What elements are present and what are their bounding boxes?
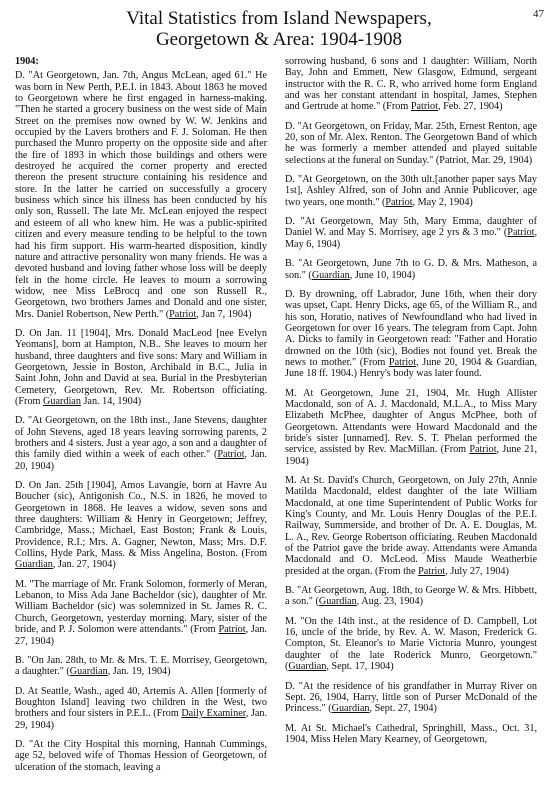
vital-record-entry: [285, 56, 537, 113]
entry-citation: , Jan 7, 1904): [196, 308, 252, 320]
entry-citation: , Jan. 20, 1904): [15, 449, 267, 472]
year-heading: 1904:: [15, 56, 39, 67]
entry-citation: , June 10, 1904): [349, 269, 416, 281]
entry-citation: , Feb. 27, 1904): [437, 101, 503, 113]
entry-text: M. At St. Michael's Cathedral, Springhill, Mass., Oct. 31, 1904, Miss Helen Mary Kearney, of Georgetown,: [285, 722, 537, 745]
vital-record-entry: [15, 415, 267, 472]
vital-record-entry: [285, 258, 537, 281]
entry-text: sorrowing husband, 6 sons and 1 daughter: William, North Bay, John and Emmett, New Glasgow, Edmund, sergeant instructor with the R. C. R, who arrived home form England and was her constant attendant in hospital, James, Stephen and Gertrude at home." (From: [285, 56, 537, 113]
entry-citation: , Sept. 27, 1904): [369, 703, 437, 715]
source-newspaper: Guardian: [15, 559, 53, 571]
source-newspaper: Patriot: [385, 196, 413, 208]
entry-citation: , Jan. 27, 1904): [15, 624, 267, 647]
entry-text: M. "On the 14th inst., at the residence of D. Campbell, Lot 16, uncle of the bride, by Rev. A. W. Mason, Frederick G. Compton, St. Eleanor's to Marie Victoria Munro, youngest daughter of the late Roderick Munro, Georgetown." (: [285, 615, 537, 673]
vital-record-entry: [15, 655, 267, 678]
source-newspaper: Patriot: [218, 624, 246, 636]
entry-text: M. "The marriage of Mr. Frank Solomon, formerly of Meran, Lebanon, to Miss Ada Jane Bacheldor (sic), daughter of Mr. William Bacheldor (sic) was solemnized in St. James R. C. Church, Georgetown, yesterday morning. Mary, sister of the bride, and P. J. Solomon were attendants." (From: [15, 578, 267, 636]
entry-text: D. "At Georgetown, on Friday, Mar. 25th, Ernest Renton, age 20, son of Mr. Alex. Renton. The Georgetown Band of which he was formerly a member attended and played suitable selections at the funeral on Sunday." (Patriot, Mar. 29, 1904): [285, 120, 537, 166]
vital-record-entry: [285, 289, 537, 380]
source-newspaper: Patriot: [410, 101, 438, 113]
entry-citation: , Jan. 19, 1904): [107, 666, 171, 678]
page-number: 47: [533, 8, 544, 20]
entry-citation: , July 27, 1904): [445, 565, 509, 577]
entry-text: D. By drowning, off Labrador, June 16th, when their dory was upset, Capt. Henry Dicks, age 65, of the William R., and his son, Horatio, natives of Newfoundland who had lived in Georgetown for over 16 years. The telegram from Capt. John A. Dicks to family in Georgetown read: "Father and Horatio drowned on the 10th (sic), Bodies not found yet. Break the news to mother." (From: [285, 288, 537, 368]
vital-record-entry: [15, 328, 267, 407]
page-header: [0, 8, 558, 50]
entry-text: D. "At the residence of his grandfather in Murray River on Sept. 26, 1904, Harry, little son of Purser McDonald of the Princess." (: [285, 680, 537, 715]
left-column: [15, 56, 267, 781]
vital-record-entry: [285, 616, 537, 673]
vital-record-entry: [285, 585, 537, 608]
vital-record-entry: [285, 174, 537, 208]
entry-citation: , May 2, 1904): [412, 196, 473, 208]
source-newspaper: Guardian: [43, 395, 81, 407]
vital-record-entry: [15, 739, 267, 773]
page-title-line-2: Georgetown & Area: 1904-1908: [155, 29, 403, 50]
source-newspaper: Guardian: [288, 661, 327, 673]
entry-text: D. "At Georgetown, Jan. 7th, Angus McLean, aged 61." He was born in New Perth, P.E.I. in 1843. About 1863 he moved to Georgetown where he first engaged in harness-making. "Then he started a grocery business on the west side of Main Street on the premises now owned by W. W. Jenkins and occupied by the Lavers brothers and F. J. Soloman. He then purchased the Munro property on the opposite side and after the fire of 1893 in which those buildings and others were destroyed he acquired the corner property and erected thereon the present structure containing his residence and store. In the latter he carried on successfully a grocery business which since his illness has been conducted by his only son, Russell. The late Mr. McLean enjoyed the respect and esteem of all who knew him. He was a public-spirited citizen and every measure tending to be helpful to the town had his firm support. His warm-hearted disposition, kindly nature and attractive personality won many friends. He was a devoted husband and loving father whose loss will be deeply felt in the home circle. He leaves to mourn a sorrowing widow, nee Miss LeBrocq and one son Russell R., Georgetown, two brothers James and Donald and one sister, Mrs. Daniel Robertson, New Perth." (: [15, 70, 267, 320]
entry-text: B. "On Jan. 28th, to Mr. & Mrs. T. E. Morrisey, Georgetown, a daughter." (: [15, 654, 267, 678]
source-newspaper: Patriot: [388, 356, 417, 368]
entry-text: B. "At Georgetown, June 7th to G. D. & Mrs. Matheson, a son." (: [285, 258, 537, 281]
entry-text: D. "At Georgetown, May 5th, Mary Emma, daughter of Daniel W. and May S. Morrisey, age 2 yrs & 3 mo." (: [285, 216, 537, 239]
entry-citation: , Sept. 17, 1904): [326, 661, 394, 673]
entry-text: D. "At the City Hospital this morning, Hannah Cummings, age 52, beloved wife of Thomas Hession of Georgetown, of ulceration of the stomach, leaving a: [15, 738, 267, 773]
source-newspaper: Guardian: [318, 596, 357, 608]
left-entry-list: [15, 70, 267, 773]
vital-record-entry: [15, 686, 267, 731]
entry-citation: , June 21, 1904): [285, 444, 537, 467]
entry-text: B. "At Georgetown, Aug. 18th, to George W. & Mrs. Hibbett, a son." (: [285, 585, 537, 608]
source-newspaper: Daily Examiner: [181, 708, 246, 720]
source-newspaper: Guardian: [311, 269, 350, 281]
entry-citation: , Jan. 27, 1904): [52, 559, 116, 571]
entry-citation: , June 20, 1904 & Guardian, June 18 ff. 1904.) Henry's body was later found.: [285, 356, 537, 380]
vital-record-entry: [285, 121, 537, 166]
vital-record-entry: [285, 216, 537, 250]
entry-text: M. At Georgetown, June 21, 1904, Mr. Hugh Allister Macdonald, son of A. J. Macdonald, M.L.A., to Miss Mary Elizabeth McPhee, daughter of Angus McPhee, both of Georgetown. Attendants were Howard Macdonald and the bride's sister [unnamed]. Rev. S. T. Phelan performed the service, assisted by Rev. MacMillan. (From: [285, 387, 537, 456]
vital-record-entry: [285, 681, 537, 715]
vital-record-entry: [15, 579, 267, 647]
source-newspaper: Guardian: [331, 703, 370, 715]
entry-text: D. "At Georgetown, on the 18th inst., Jane Stevens, daughter of John Stevens, aged 18 years leaving sorrowing parents, 2 brothers and 4 sisters. Just a year ago, a son and a daughter of this family died within a week of each other." (: [15, 415, 267, 461]
source-newspaper: Patriot: [418, 565, 446, 577]
entry-citation: , Jan. 29, 1904): [15, 708, 267, 731]
entry-text: D. "At Georgetown, on the 30th ult.[another paper says May 1st], Ashley Alfred, son of John and Annie Publicover, age two years, one month." (: [285, 174, 537, 208]
entry-text: M. At St. David's Church, Georgetown, on July 27th, Annie Matilda Macdonald, eldest daughter of the late William Macdonald, at one time Superintendent of Public Works for King's County, and Mr. Louis Henry Douglas of the P.E.I. Railway, Summerside, and brother of Dr. A. E. Douglas, M. L. A., Rev. George Robertson officiating. Reuben Macdonald of the Patriot gave the bride away. Attendants were Amanda Macdonald and O. McLeod. Miss Maude Weatherbie presided at the organ. (From the: [285, 475, 537, 577]
right-column: [285, 56, 537, 753]
source-newspaper: Guardian: [69, 666, 108, 678]
source-newspaper: Patriot: [507, 227, 535, 239]
entry-citation: Jan. 14, 1904): [80, 395, 142, 407]
entry-citation: , Aug. 23, 1904): [356, 596, 423, 608]
entry-citation: , May 6, 1904): [285, 227, 537, 250]
vital-record-entry: [285, 475, 537, 577]
entry-text: D. At Seattle, Wash., aged 40, Artemis A. Allen [formerly of Boughton Island] leaving two children in the West, two brothers and four sisters in P.E.I.. (From: [15, 685, 267, 720]
right-entry-list: [285, 56, 537, 745]
source-newspaper: Patriot: [169, 308, 197, 320]
vital-record-entry: [15, 70, 267, 320]
entry-text: D. On Jan. 25th [1904], Amos Lavangie, born at Havre Au Boucher (sic), Antigonish Co., N.S. in 1826, he moved to Georgetown in 1868. He leaves a widow, seven sons and three daughters: William & Henry in Georgetown; Jeffrey, Cambridge, Mass.; Michael, East Boston; Frank & Louis, Providence, R.I.; Mrs. A. Gagner, Newton, Mass; Mrs. D.F. Collins, Hyde Park, Mass. & Miss Angelina, Boston. (From: [15, 480, 267, 560]
vital-record-entry: [285, 388, 537, 467]
page-title-line-1: Vital Statistics from Island Newspapers,: [126, 8, 432, 29]
vital-record-entry: [285, 723, 537, 746]
vital-record-entry: [15, 480, 267, 571]
source-newspaper: Patriot: [217, 449, 245, 461]
entry-text: D. On Jan. 11 [1904], Mrs. Donald MacLeod [nee Evelyn Yeomans], born at Hampton, N.B.. She leaves to mourn her husband, three daughters and five sons: Mary and William in Georgetown, Jessie in Boston, Archibald in B.C., Julia in Saint John, John and David at sea. Burial in the Presbyterian Cemetery, Georgetown, Rev. Mr. Robertson officiating. (From: [15, 327, 267, 407]
source-newspaper: Patriot: [469, 444, 497, 456]
